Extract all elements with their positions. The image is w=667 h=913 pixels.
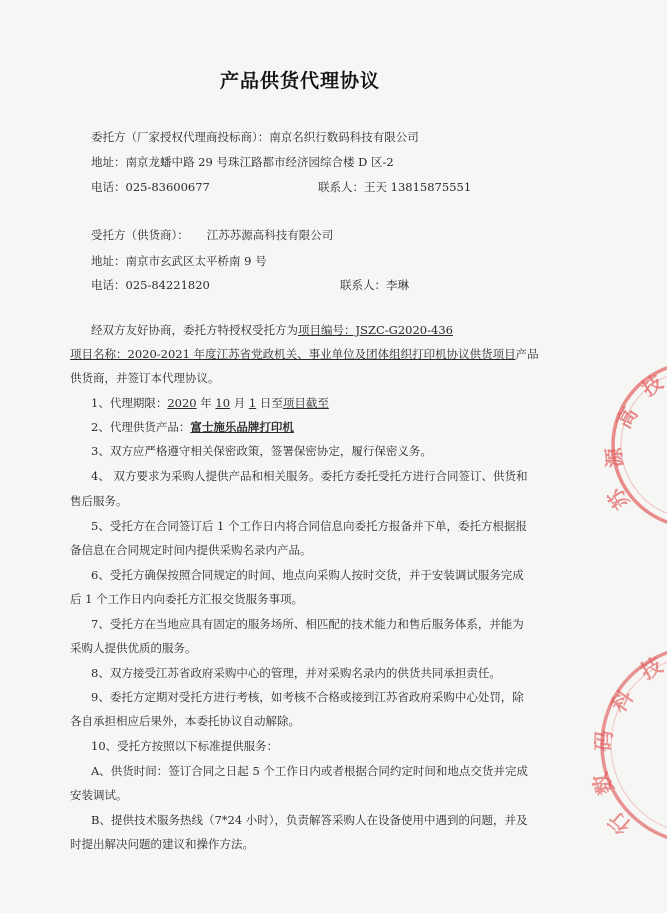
principal-contact: 联系人：王天 13815875551 [318,180,472,194]
intro-text: 经双方友好协商，委托方特授权受托方为 [91,323,298,337]
svg-text:行: 行 [603,806,636,839]
clause-7-line-1: 7、受托方在当地应具有固定的服务场所、相匹配的技术能力和售后服务体系，并能为 [91,617,524,631]
clause-6-line-1: 6、受托方确保按照合同规定的时间、地点向采购人按时交货，并于安装调试服务完成 [91,568,524,582]
svg-text:高: 高 [611,403,643,433]
agent-address: 地址：南京市玄武区太平桥南 9 号 [91,254,267,268]
agent-line [91,228,333,242]
intro-line-3: 供货商，并签订本代理协议。 [70,371,220,385]
clause-1 [91,396,329,410]
term-end: 项目截至 [282,396,329,410]
svg-text:技: 技 [637,369,667,402]
document-title: 产品供货代理协议 [219,70,380,92]
principal-line [91,130,419,144]
intro-line-2 [70,347,539,361]
clause-a-line-2: 安装调试。 [70,788,128,802]
clause-9-line-1: 9、委托方定期对受托方进行考核，如考核不合格或接到江苏省政府采购中心处罚，除 [91,690,524,704]
svg-text:技: 技 [636,653,667,685]
clause-4-line-2: 售后服务。 [70,494,128,508]
principal-address: 地址：南京龙蟠中路 29 号珠江路都市经济园综合楼 D 区-2 [91,155,394,169]
clause-7-line-2: 采购人提供优质的服务。 [70,641,197,655]
clause-3: 3、双方应严格遵守相关保密政策，签署保密协定，履行保密义务。 [91,444,432,458]
agent-phone: 电话：025-84221820 [91,278,210,292]
agent-contact: 联系人：李琳 [340,278,409,292]
clause-6-line-2: 后 1 个工作日内向委托方汇报交货服务事项。 [70,592,304,606]
intro-text: 产品 [515,347,539,361]
term-month: 10 [215,396,231,410]
principal-phone: 电话：025-83600677 [91,180,210,194]
clause-8: 8、双方接受江苏省政府采购中心的管理，并对采购名录内的供货共同承担责任。 [91,666,501,680]
clause-text: 2、代理供货产品： [91,420,191,434]
clause-b-line-1: B、提供技术服务热线（7*24 小时），负责解答采购人在设备使用中遇到的问题，并及 [91,813,528,827]
term-day: 1 [248,396,257,410]
company-seal-stamp-lower [588,640,667,850]
clause-5-line-1: 5、受托方在合同签订后 1 个工作日内将合同信息向委托方报备并下单，委托方根据报 [91,519,527,533]
clause-a-line-1: A、供货时间：签订合同之日起 5 个工作日内或者根据合同约定时间和地点交货并完成 [91,764,528,778]
svg-text:码: 码 [591,729,617,753]
clause-10: 10、受托方按照以下标准提供服务： [91,739,279,753]
company-seal-stamp-upper [600,355,667,535]
clause-text: 日至 [256,396,283,410]
clause-4-line-1: 4、 双方要求为采购人提供产品和相关服务。委托方委托受托方进行合同签订、供货和 [91,469,528,483]
clause-text: 1、代理期限： [91,396,168,410]
clause-2 [91,420,294,434]
svg-text:源: 源 [601,446,627,469]
clause-b-line-2: 时提出解决问题的建议和操作方法。 [70,837,254,851]
principal-name: 南京名织行数码科技有限公司 [269,130,419,144]
clause-5-line-2: 备信息在合同规定时间内提供采购名录内产品。 [70,543,312,557]
product-name: 富士施乐品牌打印机 [190,420,294,434]
clause-text: 年 [196,396,216,410]
principal-label: 委托方（厂家授权代理商投标商）： [91,130,270,144]
agent-label: 受托方（供货商）： [91,228,189,242]
agent-name: 江苏苏源高科技有限公司 [206,228,334,242]
project-number: 项目编号：JSZC-G2020-436 [298,323,453,337]
clause-9-line-2: 各自承担相应后果外，本委托协议自动解除。 [70,714,300,728]
svg-text:苏: 苏 [602,483,635,514]
intro-line-1 [91,323,453,337]
project-name: 项目名称：2020-2021 年度江苏省党政机关、事业单位及团体组织打印机协议供货项目 [70,347,516,361]
term-year: 2020 [167,396,197,410]
svg-text:科: 科 [606,685,639,717]
clause-text: 月 [230,396,249,410]
svg-text:数: 数 [588,768,619,799]
